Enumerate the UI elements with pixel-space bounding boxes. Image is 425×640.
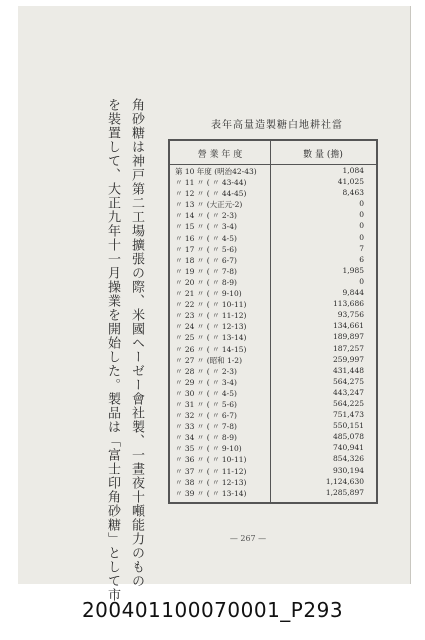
table-row <box>170 221 376 232</box>
row-value: 1,084 <box>342 166 364 175</box>
row-period: 〃 21 〃 ( 〃 9-10) <box>175 289 242 299</box>
row-period: 〃 19 〃 ( 〃 7-8) <box>175 266 237 276</box>
table-row <box>170 166 376 177</box>
table-row <box>170 344 376 355</box>
row-period: 〃 16 〃 ( 〃 4-5) <box>175 233 237 243</box>
table-row <box>170 299 376 310</box>
row-value: 930,194 <box>332 465 364 475</box>
row-value: 485,078 <box>332 432 364 442</box>
row-period: 〃 27 〃 (昭和 1-2) <box>175 355 243 365</box>
row-period: 〃 22 〃 ( 〃 10-11) <box>175 300 247 310</box>
row-value: 189,897 <box>332 332 364 342</box>
table-row <box>170 432 376 443</box>
header-period: 營 業 年 度 <box>197 150 243 160</box>
row-period: 〃 11 〃 ( 〃 43-44) <box>175 178 247 188</box>
table-row <box>170 321 376 332</box>
row-value: 7 <box>359 243 364 253</box>
row-value: 443,247 <box>332 387 364 397</box>
row-value: 1,124,630 <box>325 476 364 486</box>
table-row <box>170 377 376 388</box>
row-period: 〃 15 〃 ( 〃 3-4) <box>175 222 237 232</box>
table-row <box>170 410 376 421</box>
row-period: 〃 38 〃 ( 〃 12-13) <box>175 477 247 487</box>
table-row <box>170 188 376 199</box>
header-quantity: 數 量 (擔) <box>303 150 343 160</box>
table-body <box>170 166 376 499</box>
table-row <box>170 255 376 266</box>
row-value: 0 <box>359 210 364 220</box>
row-period: 〃 12 〃 ( 〃 44-45) <box>175 189 247 199</box>
table-row <box>170 466 376 477</box>
row-period: 〃 35 〃 ( 〃 9-10) <box>175 444 242 454</box>
row-period: 〃 31 〃 ( 〃 5-6) <box>175 399 237 409</box>
row-period: 第 10 年度 (明治42-43) <box>175 167 257 176</box>
row-value: 1,985 <box>342 265 364 275</box>
body-text-line-1: 角砂糖は神戸第二工場擴張の際、米國ヘーゼー會社製、一晝夜十噸能力のもの <box>129 98 144 588</box>
row-value: 1,285,897 <box>325 487 364 497</box>
table-row <box>170 488 376 499</box>
table-row <box>170 199 376 210</box>
table-row <box>170 288 376 299</box>
row-value: 113,686 <box>332 299 364 309</box>
row-value: 564,225 <box>332 398 364 408</box>
table-title: 表年高量造製糖白地耕社當 <box>211 120 343 131</box>
row-period: 〃 18 〃 ( 〃 6-7) <box>175 255 237 265</box>
row-period: 〃 29 〃 ( 〃 3-4) <box>175 377 237 387</box>
row-period: 〃 39 〃 ( 〃 13-14) <box>175 488 247 498</box>
row-value: 740,941 <box>332 443 364 453</box>
row-period: 〃 30 〃 ( 〃 4-5) <box>175 388 237 398</box>
row-value: 431,448 <box>332 365 364 375</box>
table-row <box>170 210 376 221</box>
row-value: 0 <box>359 221 364 231</box>
row-value: 187,257 <box>332 343 364 353</box>
row-period: 〃 33 〃 ( 〃 7-8) <box>175 422 237 432</box>
table-row <box>170 399 376 410</box>
table-row <box>170 388 376 399</box>
row-period: 〃 20 〃 ( 〃 8-9) <box>175 277 237 287</box>
table-row <box>170 366 376 377</box>
table-row <box>170 177 376 188</box>
table-row <box>170 277 376 288</box>
scanned-page <box>18 6 411 602</box>
row-value: 8,463 <box>342 188 364 198</box>
row-period: 〃 32 〃 ( 〃 6-7) <box>175 411 237 421</box>
row-value: 9,844 <box>342 288 364 298</box>
row-value: 564,275 <box>332 376 364 386</box>
table-row <box>170 266 376 277</box>
row-value: 0 <box>359 232 364 242</box>
body-text-line-2: を裝置して、大正九年十一月操業を開始した。製品は「富士印角砂糖」として市 <box>105 98 120 602</box>
row-value: 854,326 <box>332 454 364 464</box>
table-row <box>170 244 376 255</box>
table-row <box>170 443 376 454</box>
image-caption: 200401100070001_P293 <box>81 598 344 622</box>
row-period: 〃 13 〃 (大正元-2) <box>175 200 243 210</box>
table-row <box>170 355 376 366</box>
row-value: 0 <box>359 199 364 209</box>
page-number: — 267 — <box>229 534 267 543</box>
row-period: 〃 28 〃 ( 〃 2-3) <box>175 366 237 376</box>
table-row <box>170 421 376 432</box>
row-value: 134,661 <box>332 321 364 331</box>
row-value: 751,473 <box>332 410 364 420</box>
table-row <box>170 332 376 343</box>
row-value: 259,997 <box>332 354 364 364</box>
table-header <box>170 141 376 165</box>
row-period: 〃 24 〃 ( 〃 12-13) <box>175 322 247 332</box>
row-value: 550,151 <box>332 421 364 431</box>
row-period: 〃 26 〃 ( 〃 14-15) <box>175 344 247 354</box>
row-period: 〃 23 〃 ( 〃 11-12) <box>175 311 247 321</box>
row-value: 41,025 <box>337 177 364 187</box>
row-value: 6 <box>359 254 364 264</box>
row-value: 0 <box>359 276 364 286</box>
row-period: 〃 25 〃 ( 〃 13-14) <box>175 333 247 343</box>
row-period: 〃 37 〃 ( 〃 11-12) <box>175 466 247 476</box>
table-row <box>170 233 376 244</box>
table-row <box>170 454 376 465</box>
table-row <box>170 477 376 488</box>
row-period: 〃 17 〃 ( 〃 5-6) <box>175 244 237 254</box>
row-period: 〃 14 〃 ( 〃 2-3) <box>175 211 237 221</box>
row-period: 〃 34 〃 ( 〃 8-9) <box>175 433 237 443</box>
row-value: 93,756 <box>337 310 364 320</box>
table-row <box>170 310 376 321</box>
row-period: 〃 36 〃 ( 〃 10-11) <box>175 455 247 465</box>
production-table <box>168 139 378 504</box>
